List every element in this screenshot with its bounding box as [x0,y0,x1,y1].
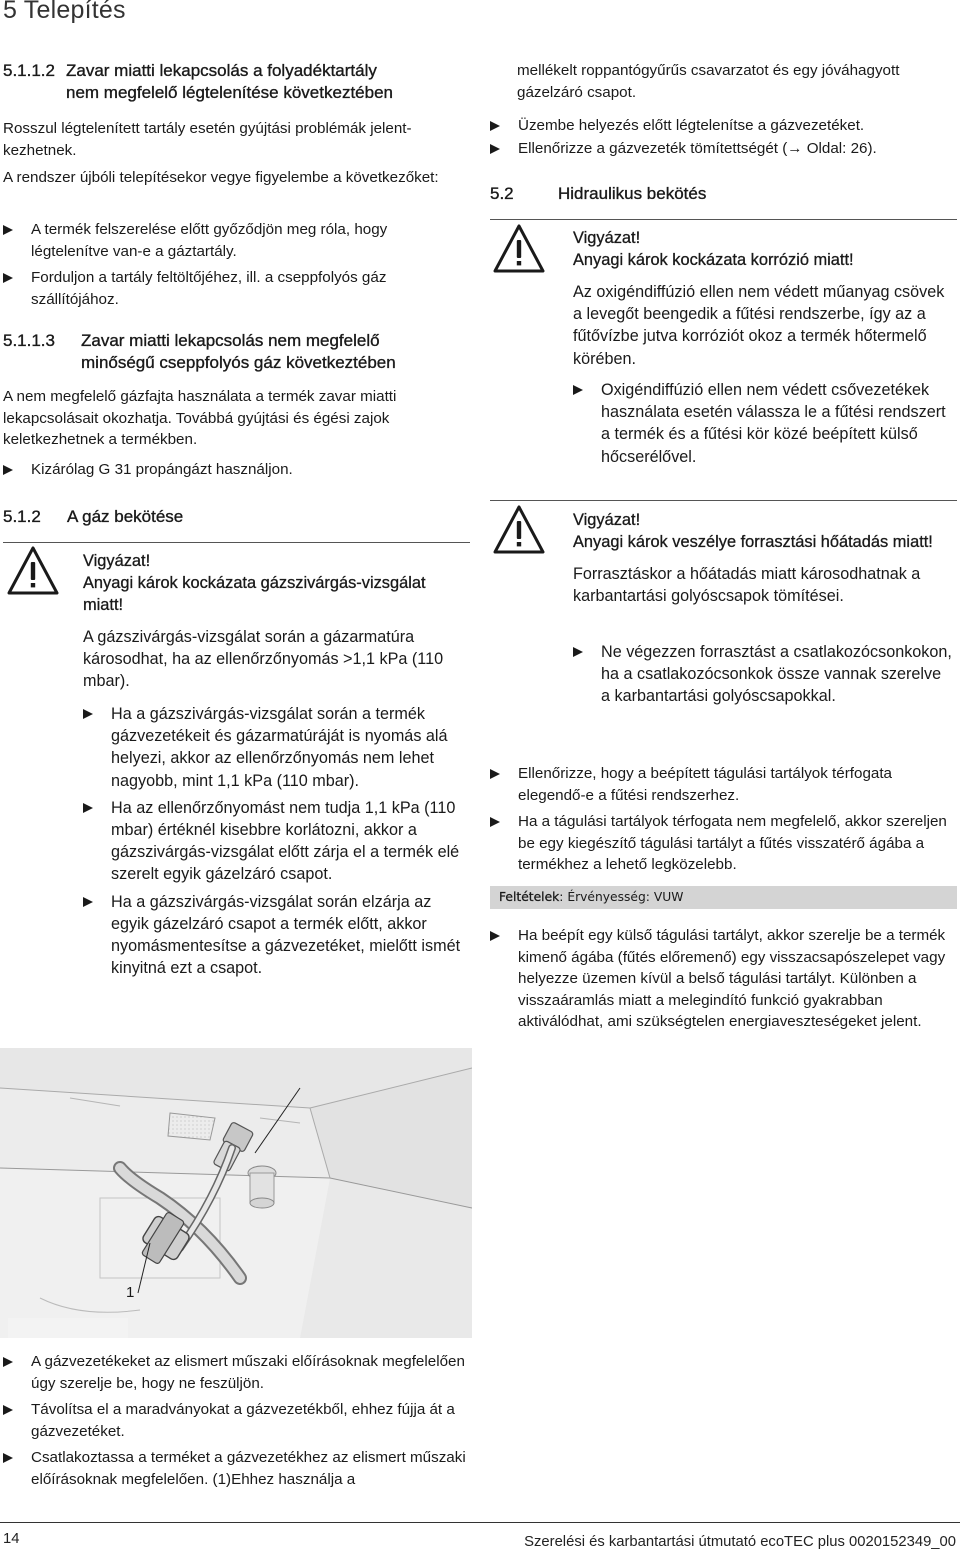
bullet-list [490,925,956,1038]
list-item: Üzembe helyezés előtt légtelenítse a gázvezetéket. [490,115,958,137]
warning-box-gas [83,550,468,693]
bullet-arrow-icon [83,897,93,907]
section-title: Hidraulikus bekötés [558,184,707,203]
section-number: 5.1.1.2 [3,61,55,80]
bullet-list [3,459,448,486]
list-item: Távolítsa el a maradványokat a gázvezetékből, ehhez fújja át a gázvezetéket. [3,1399,471,1442]
warning-box-soldering [573,509,958,607]
gas-connection-figure [0,1048,472,1338]
condition-value: : Érvényesség: VUW [559,890,684,904]
list-item: Ne végezzen forrasztást a csatlakozócsonkokon, ha a csatlakozócsonkok össze vannak szerelve a karbantartási golyóscsapokkal. [573,641,953,708]
list-item: Kizárólag G 31 propángázt használjon. [3,459,448,481]
paragraph: A rendszer újbóli telepítésekor vegye figyelembe a következőket: [3,169,439,186]
section-title-line2: minőségű cseppfolyós gáz következtében [81,352,396,372]
list-item: Ellenőrizze, hogy a beépített tágulási tartályok térfogata elegendő-e a fűtési rendszerhez. [490,763,950,806]
bullet-arrow-icon [490,931,500,941]
section-heading-5-1-2 [3,506,473,528]
bullet-arrow-icon [490,769,500,779]
section-heading-5-1-1-3 [3,330,473,373]
bullet-arrow-icon [573,647,583,657]
document-title: Szerelési és karbantartási útmutató ecoTEC plus 0020152349_00 [524,1534,956,1550]
boiler-drawing [0,1048,472,1338]
bullet-arrow-icon [3,465,13,475]
list-item: Ha a gázszivárgás-vizsgálat során a termék gázvezetékeit és gázarmatúráját is nyomás alá helyezi, akkor az ellenőrzőnyomás nem lehet nagyobb, mint 1,1 kPa (110 mbar). [83,703,468,792]
warning-text: A gázszivárgás-vizsgálat során a gázarmatúra károsodhat, ha az ellenőrzőnyomás >1,1 kPa (110 mbar). [83,628,444,691]
bullet-list [573,641,953,713]
bullet-arrow-icon [3,1405,13,1415]
warning-text: Az oxigéndiffúzió ellen nem védett műanyag csövek a levegőt beengedik a fűtési rendszerbe, így az a fűtővízbe jutva korróziót okoz a termék hőtermelő körében. [573,283,945,368]
warning-subtitle: Anyagi károk veszélye forrasztási hőátadás miatt! [573,533,933,551]
list-item: A termék felszerelése előtt győződjön meg róla, hogy légtelenítve van-e a gáztartály. [3,219,448,262]
figure-callout-label: 1 [126,1284,135,1301]
warning-subtitle: Anyagi károk kockázata gázszivárgás-vizsgálat miatt! [83,574,426,614]
list-item: Csatlakoztassa a terméket a gázvezetékhez az elismert műszaki előírásoknak megfelelően. (1)Ehhez használja a [3,1447,471,1490]
section-heading-5-1-1-2 [3,60,473,103]
bullet-arrow-icon [3,273,13,283]
warning-top-rule [3,542,470,543]
warning-title: Vigyázat! [573,229,641,247]
warning-title: Vigyázat! [573,511,641,529]
condition-label: Feltételek [499,890,560,904]
bullet-arrow-icon [490,817,500,827]
warning-text: Forrasztáskor a hőátadás miatt károsodhatnak a karbantartási golyóscsapok tömítései. [573,565,921,606]
bullet-list [3,219,448,315]
list-item: A gázvezetékeket az elismert műszaki előírásoknak megfelelően úgy szerelje be, hogy ne feszüljön. [3,1351,471,1394]
bullet-list [3,1351,471,1496]
chapter-title: 5 Telepítés [3,0,126,24]
section-heading-5-2 [490,183,958,205]
list-item: Ha a tágulási tartályok térfogata nem megfelelő, akkor szereljen be egy kiegészítő tágulási tartályt a fűtés visszatérő ágába a termékhez a lehető legközelebb. [490,811,950,876]
warning-top-rule [490,219,957,220]
section-number: 5.1.1.3 [3,331,55,350]
list-item: Forduljon a tartály feltöltőjéhez, ill. a cseppfolyós gáz szállítójához. [3,267,448,310]
bullet-list [490,763,950,881]
section-title: A gáz bekötése [67,507,184,526]
section-title-line1: Zavar miatti lekapcsolás a folyadéktartály [66,61,377,80]
bullet-list [573,379,953,473]
paragraph: mellékelt roppantógyűrűs csavarzatot és egy jóváhagyott gázelzáró csapot. [517,62,900,101]
warning-triangle-icon [6,545,60,597]
bullet-list [490,115,958,164]
paragraph: Rosszul légtelenített tartály esetén gyújtási problémák jelent-kezhetnek. [3,120,412,159]
warning-top-rule [490,500,957,501]
warning-triangle-icon [492,223,546,275]
bullet-arrow-icon [3,1453,13,1463]
warning-subtitle: Anyagi károk kockázata korrózió miatt! [573,251,854,269]
list-item: Ha beépít egy külső tágulási tartályt, akkor szerelje be a termék kimenő ágába (fűtés előremenő) egy visszacsapószelepet vagy helyezze üzemen kívül a belső tágulási tartályt. Különben a visszaáramlás miatt a melegindító funkció gyakrabban aktiválódhat, ami szükségtelen energiaveszteségeket jelent. [490,925,956,1033]
list-item: Oxigéndiffúzió ellen nem védett csővezetékek használata esetén válassza le a fűtési rendszert a termék és a fűtési kör közé beépített külső hőcserélővel. [573,379,953,468]
paragraph: A nem megfelelő gázfajta használata a termék zavar miatti lekapcsolásait okozhatja. Továbbá gyújtási és égési zajok keletkezhetnek a termékben. [3,388,397,449]
bullet-arrow-icon [3,1357,13,1367]
section-title-line2: nem megfelelő légtelenítése következtében [66,82,393,102]
bullet-list [83,703,468,984]
list-item: Ellenőrizze a gázvezeték tömítettségét (→ Oldal: 26). [490,138,958,160]
bullet-arrow-icon [490,121,500,131]
warning-triangle-icon [492,504,546,556]
bullet-arrow-icon [3,225,13,235]
list-item: Ha a gázszivárgás-vizsgálat során elzárja az egyik gázelzáró csapot a termék előtt, akkor nyomásmentesítse a gázvezetéket, mielőtt ismét kinyitná ezt a csapot. [83,891,468,980]
warning-box-corrosion [573,227,958,370]
bullet-arrow-icon [83,709,93,719]
condition-bar [490,886,957,909]
footer-rule [0,1522,960,1523]
warning-title: Vigyázat! [83,552,151,570]
list-item: Ha az ellenőrzőnyomást nem tudja 1,1 kPa (110 mbar) értéknél kisebbre korlátozni, akkor a gázszivárgás-vizsgálat előtt zárja el a termék elé szerelt egyik gázelzáró csapot. [83,797,468,886]
section-number: 5.2 [490,184,514,203]
page-number: 14 [3,1531,20,1547]
section-title-line1: Zavar miatti lekapcsolás nem megfelelő [81,331,380,350]
section-number: 5.1.2 [3,507,41,526]
bullet-arrow-icon [83,803,93,813]
bullet-arrow-icon [490,144,500,154]
bullet-arrow-icon [573,385,583,395]
